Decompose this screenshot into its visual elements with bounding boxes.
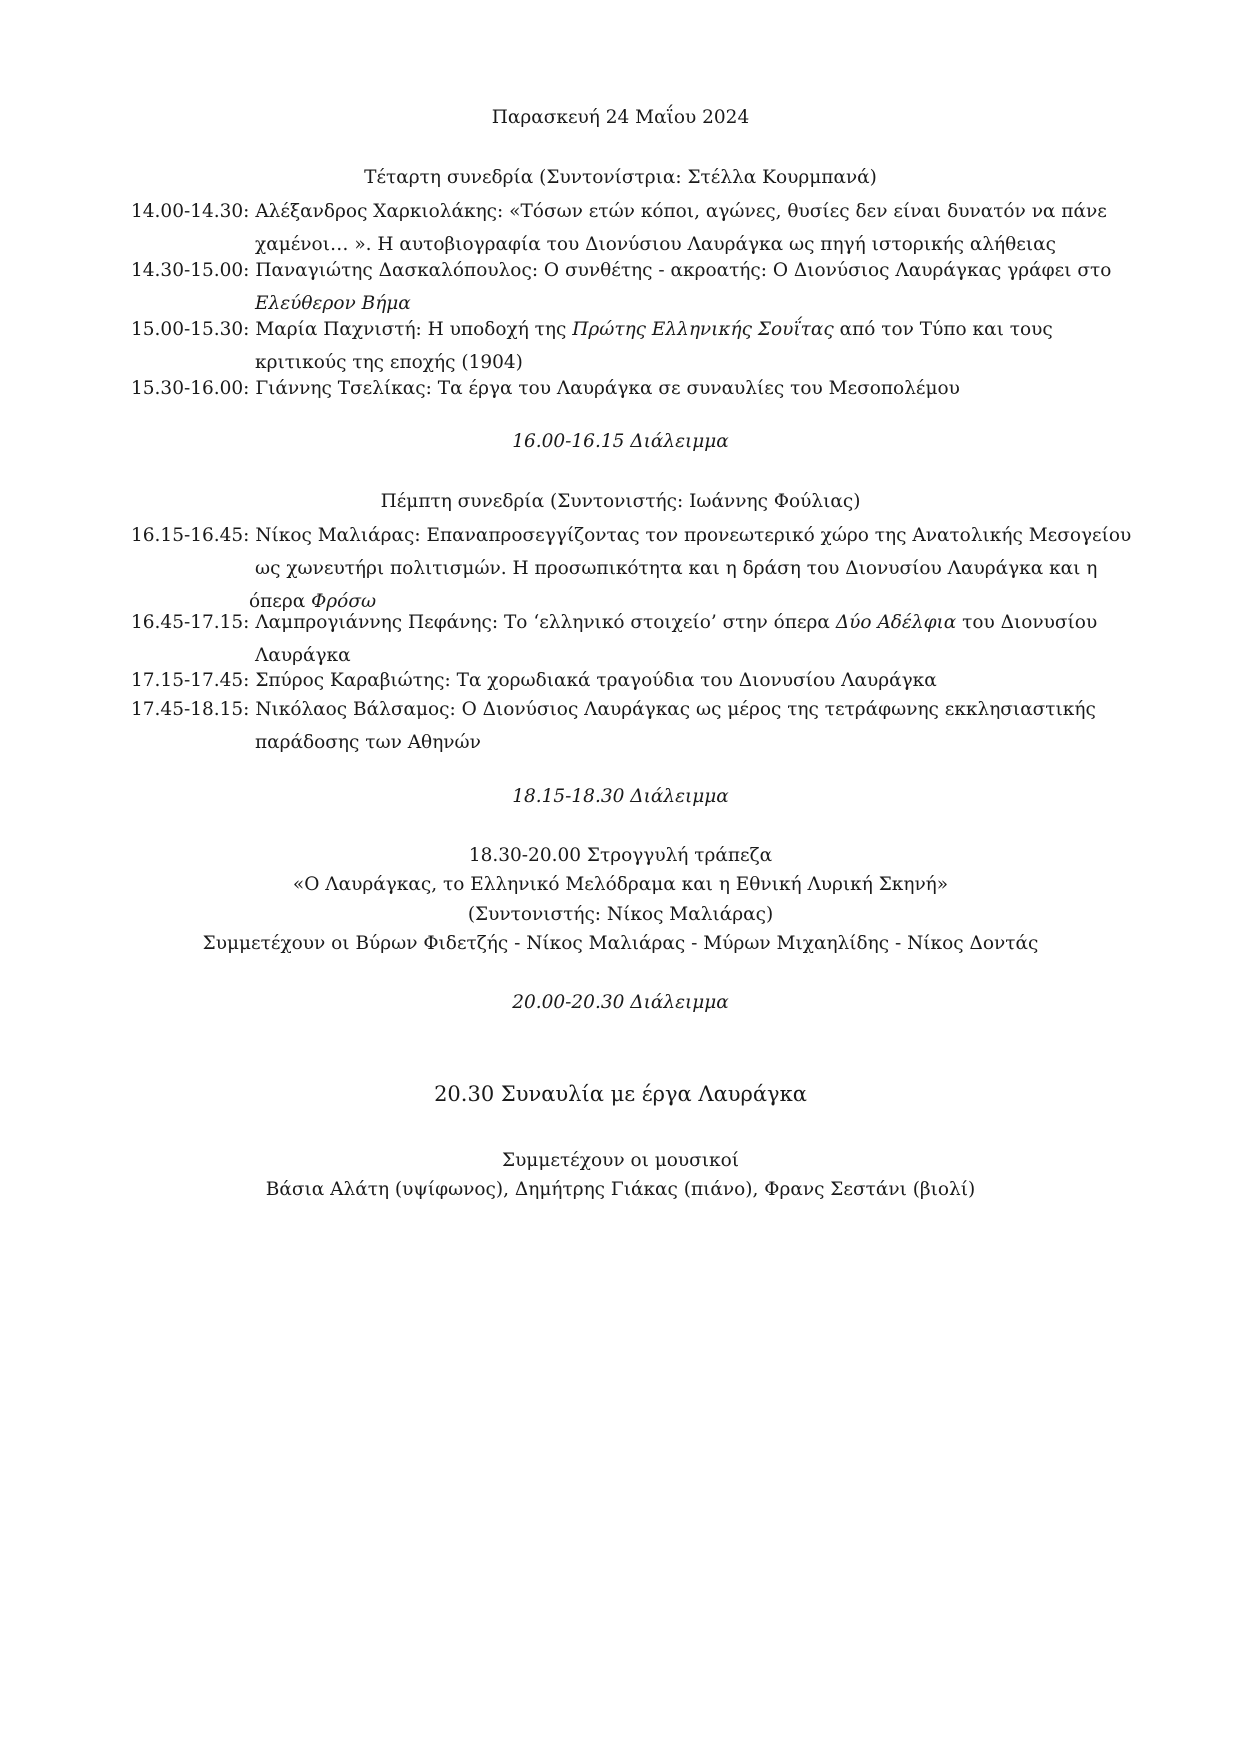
session5-chair: Ιωάννης Φούλιας [689,491,854,512]
talk-3: 15.00-15.30: Μαρία Παχνιστή: Η υποδοχή της Πρώτης Ελληνικής Σουΐτας από τον Τύπο και τους κριτικούς της εποχής (1904) [131,319,1053,373]
speaker: Αλέξανδρος Χαρκιολάκης [255,201,498,222]
concert-musicians: Βάσια Αλάτη (υψίφωνος), Δημήτρης Γιάκας (πιάνο), Φρανς Σεστάνι (βιολί) [265,1179,976,1200]
talk-6: 16.45-17.15: Λαμπρογιάννης Πεφάνης: Το ‘ελληνικό στοιχείο’ στην όπερα Δύο Αδέλφια του Διονυσίου Λαυράγκα [131,612,1098,666]
break-2: 18.15-18.30 Διάλειμμα [512,786,729,807]
speaker: Νίκος Μαλιάρας [255,525,415,546]
speaker: Λαμπρογιάννης Πεφάνης [255,612,492,633]
roundtable-chair: (Συντονιστής: Νίκος Μαλιάρας) [467,904,774,925]
session4-title: Τέταρτη συνεδρία (Συντονίστρια: Στέλλα Κουρμπανά) [364,167,877,188]
speaker: Μαρία Παχνιστή [255,319,416,340]
talk-7: 17.15-17.45: Σπύρος Καραβιώτης: Τα χορωδιακά τραγούδια του Διονυσίου Λαυράγκα [131,670,937,691]
talk-5: 16.15-16.45: Νίκος Μαλιάρας: Επαναπροσεγγίζοντας τον προνεωτερικό χώρο της Ανατολικής Μεσογείου ως χωνευτήρι πολιτισμών. Η προσωπικότητα και η δράση του Διονυσίου Λαυράγκα και η όπερα Φρόσω [131,525,1132,612]
roundtable-time: 18.30-20.00 Στρογγυλή τράπεζα [468,845,773,866]
talk-4: 15.30-16.00: Γιάννης Τσελίκας: Τα έργα του Λαυράγκα σε συναυλίες του Μεσοπολέμου [131,378,960,399]
roundtable-title: «Ο Λαυράγκας, το Ελληνικό Μελόδραμα και η Εθνική Λυρική Σκηνή» [292,874,949,895]
speaker: Παναγιώτης Δασκαλόπουλος [255,260,532,281]
break-3: 20.00-20.30 Διάλειμμα [512,992,729,1013]
session4-chair: Στέλλα Κουρμπανά [687,167,870,188]
concert-intro: Συμμετέχουν οι μουσικοί [501,1150,739,1171]
date-heading: Παρασκευή 24 Μαΐου 2024 [491,107,750,128]
talk-8: 17.45-18.15: Νικόλαος Βάλσαμος: Ο Διονύσιος Λαυράγκας ως μέρος της τετράφωνης εκκλησιαστικής παράδοσης των Αθηνών [131,699,1096,753]
break-1: 16.00-16.15 Διάλειμμα [512,431,729,452]
concert-title: 20.30 Συναυλία με έργα Λαυράγκα [434,1082,807,1106]
roundtable-participants: Συμμετέχουν οι Βύρων Φιδετζής - Νίκος Μαλιάρας - Μύρων Μιχαηλίδης - Νίκος Δοντάς [202,933,1039,954]
session5-title: Πέμπτη συνεδρία (Συντονιστής: Ιωάννης Φούλιας) [380,491,861,512]
talk-1: 14.00-14.30: Αλέξανδρος Χαρκιολάκης: «Τόσων ετών κόποι, αγώνες, θυσίες δεν είναι δυνατόν να πάνε χαμένοι… ». Η αυτοβιογραφία του Διονύσιου Λαυράγκα ως πηγή ιστορικής αλήθειας [131,201,1107,255]
speaker: Νικόλαος Βάλσαμος [255,699,450,720]
speaker: Σπύρος Καραβιώτης [255,670,445,691]
speaker: Γιάννης Τσελίκας [255,378,426,399]
talk-2: 14.30-15.00: Παναγιώτης Δασκαλόπουλος: Ο συνθέτης - ακροατής: Ο Διονύσιος Λαυράγκας γράφει στο Ελεύθερον Βήμα [131,260,1112,314]
